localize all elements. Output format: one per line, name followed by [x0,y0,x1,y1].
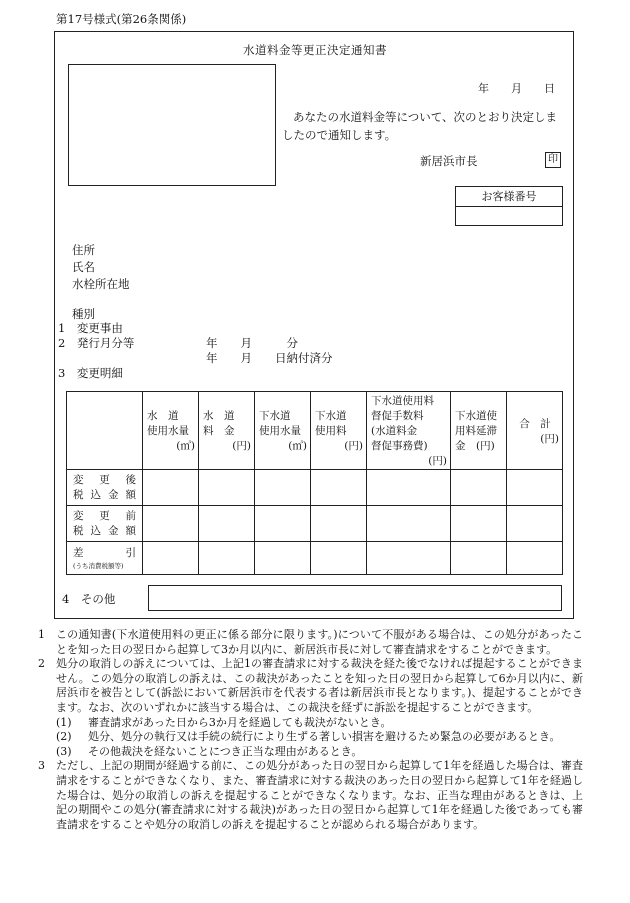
header-reminder-fee: 下水道使用料 督促手数料 (水道料金 督促事務費) (円) [367,392,451,470]
billing-period-line2: 年 月 日納付済分 [206,351,333,365]
seal-mark: 印 [545,152,561,168]
header-blank-cell [67,392,143,470]
note-subitem: (2) 処分、処分の執行又は手続の続行により生ずる著しい損害を避けるため緊急の必要があるとき。 [56,730,561,744]
table-cell [311,470,367,506]
table-cell [255,470,311,506]
address-label: 住所 [72,243,95,257]
issuer-name: 新居浜市長 [420,154,478,168]
table-cell [255,542,311,575]
name-label: 氏名 [72,260,95,274]
header-sewer-charge: 下水道 使用料 (円) [311,392,367,470]
table-cell [367,470,451,506]
table-row [67,506,563,542]
billing-period-line1: 年 月 分 [206,336,298,350]
notes-section [38,628,583,832]
header-total: 合 計 (円) [507,392,563,470]
document-title: 水道料金等更正決定通知書 [243,43,387,57]
table-cell [367,506,451,542]
row-label-before: 変更前 税込金額 [67,506,143,542]
intro-text: あなたの水道料金等について、次のとおり決定しましたので通知します。 [282,110,558,142]
issue-date: 年 月 日 [478,82,555,95]
note-item: 3 ただし、上記の期間が経過する前に、この処分があった日の翌日から起算して1年を経過した場合は、審査請求をすることができなくなり、また、審査請求に対する裁決のあった日の翌日から起算して1年を経過した場合は、処分の取消しの訴えを提起することができなくなります。なお、正当な理由があるときは、上記の期間やこの処分(審査請求に対する裁決)があった日の翌日から起算して1年を経過した後であっても審査請求をすることや処分の取消しの訴えを提起することが認められる場合があります。 [38,759,583,831]
row-label-after: 変更後 税込金額 [67,470,143,506]
billing-period-label: 2 発行月分等 [58,336,135,350]
table-cell [311,506,367,542]
row-label-difference: 差引 (うち消費税額等) [67,542,143,575]
table-row [67,542,563,575]
change-detail-table [66,391,563,575]
table-cell [311,542,367,575]
note-subitem: (1) 審査請求があった日から3か月を経過しても裁決がないとき。 [56,715,392,729]
note-item: 2 処分の取消しの訴えについては、上記1の審査請求に対する裁決を経た後でなければ提起することができません。この処分の取消しの訴えは、この裁決があったことを知った日の翌日から起算して6か月以内に、新居浜市を被告として(訴訟において新居浜市を代表する者は新居浜市長となります。)、提起することができます。なお、次のいずれかに該当する場合は、この裁決を経ずに訴訟を提起することができます。 [38,657,583,714]
header-water-usage: 水 道 使用水量 (㎥) [143,392,199,470]
tax-note: (うち消費税額等) [73,561,124,570]
table-header-row [67,392,563,470]
table-cell [507,470,563,506]
note-subitem: (3) その他裁決を経ないことにつき正当な理由があるとき。 [56,744,363,758]
change-reason-label: 1 変更事由 [58,321,123,335]
table-cell [367,542,451,575]
change-detail-label: 3 変更明細 [58,366,123,380]
other-box [148,585,562,611]
note-item: 1 この通知書(下水道使用料の更正に係る部分に限ります。)について不服がある場合は、この処分があったことを知った日の翌日から起算して3か月以内に、新居浜市長に対して審査請求をすることができます。 [38,628,583,656]
table-cell [451,470,507,506]
customer-number-box [455,186,563,226]
header-water-charge: 水 道 料 金 (円) [199,392,255,470]
table-cell [143,506,199,542]
form-number-label: 第17号様式(第26条関係) [56,12,187,26]
other-label: 4 その他 [62,592,116,606]
table-cell [255,506,311,542]
table-cell [507,542,563,575]
table-cell [199,506,255,542]
address-window-box [68,64,276,186]
table-cell [199,542,255,575]
table-cell [199,470,255,506]
customer-number-label: お客様番号 [456,187,562,207]
header-sewer-usage: 下水道 使用水量 (㎥) [255,392,311,470]
faucet-location-label: 水栓所在地 [72,277,130,291]
table-cell [451,506,507,542]
table-row [67,470,563,506]
table-cell [143,542,199,575]
table-cell [507,506,563,542]
type-label: 種別 [72,307,95,321]
table-cell [451,542,507,575]
table-cell [143,470,199,506]
header-late-fee: 下水道使 用料延滞 金 (円) [451,392,507,470]
